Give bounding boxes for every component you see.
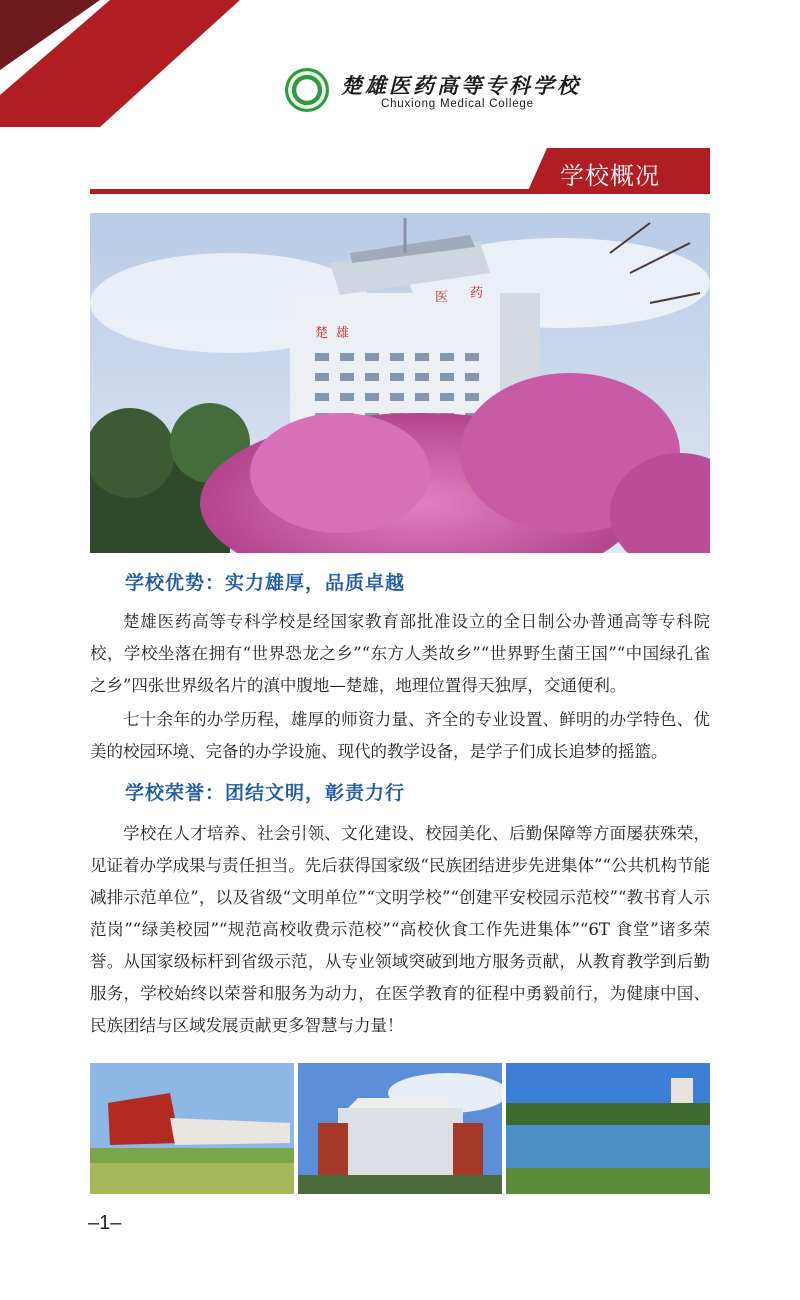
corner-decoration — [0, 0, 260, 130]
hero-campus-photo — [90, 213, 710, 553]
advantages-paragraph-2: 七十余年的办学历程，雄厚的师资力量、齐全的专业设置、鲜明的办学特色、优美的校园环境、完备的办学设施、现代的教学设备，是学子们成长追梦的摇篮。 — [90, 710, 710, 761]
advantages-heading: 学校优势：实力雄厚，品质卓越 — [125, 572, 406, 594]
school-name-cn: 楚雄医药高等专科学校 — [341, 73, 581, 98]
campus-photo-auditorium — [90, 1063, 294, 1194]
section-title: 学校概况 — [560, 162, 660, 190]
honors-heading: 学校荣誉：团结文明，彰责力行 — [125, 782, 406, 804]
school-emblem-icon — [285, 68, 329, 112]
school-logo — [285, 68, 585, 118]
campus-photo-library — [298, 1063, 502, 1194]
school-name-en: Chuxiong Medical College — [381, 98, 534, 110]
building-sign-char: 医 — [435, 290, 449, 305]
building-sign-char: 药 — [470, 286, 484, 301]
building-sign-char: 雄 — [336, 326, 350, 341]
building-sign-char: 楚 — [315, 326, 329, 341]
honors-paragraph: 学校在人才培养、社会引领、文化建设、校园美化、后勤保障等方面屡获殊荣，见证着办学成果与责任担当。先后获得国家级“民族团结进步先进集体”“公共机构节能减排示范单位”，以及省级“文明单位”“文明学校”“创建平安校园示范校”“教书育人示范岗”“绿美校园”“规范高校收费示范校”“高校伙食工作先进集体”“6T 食堂”诸多荣誉。从国家级标杆到省级示范，从专业领域突破到地方服务贡献，从教育教学到后勤服务，学校始终以荣誉和服务为动力，在医学教育的征程中勇毅前行，为健康中国、民族团结与区域发展贡献更多智慧与力量！ — [90, 824, 710, 1035]
advantages-paragraph-1: 楚雄医药高等专科学校是经国家教育部批准设立的全日制公办普通高等专科院校，学校坐落在拥有“世界恐龙之乡”“东方人类故乡”“世界野生菌王国”“中国绿孔雀之乡”四张世界级名片的滇中腹地—楚雄，地理位置得天独厚，交通便利。 — [90, 612, 710, 695]
page-number: –1– — [88, 1212, 122, 1234]
campus-photo-lake — [506, 1063, 710, 1194]
